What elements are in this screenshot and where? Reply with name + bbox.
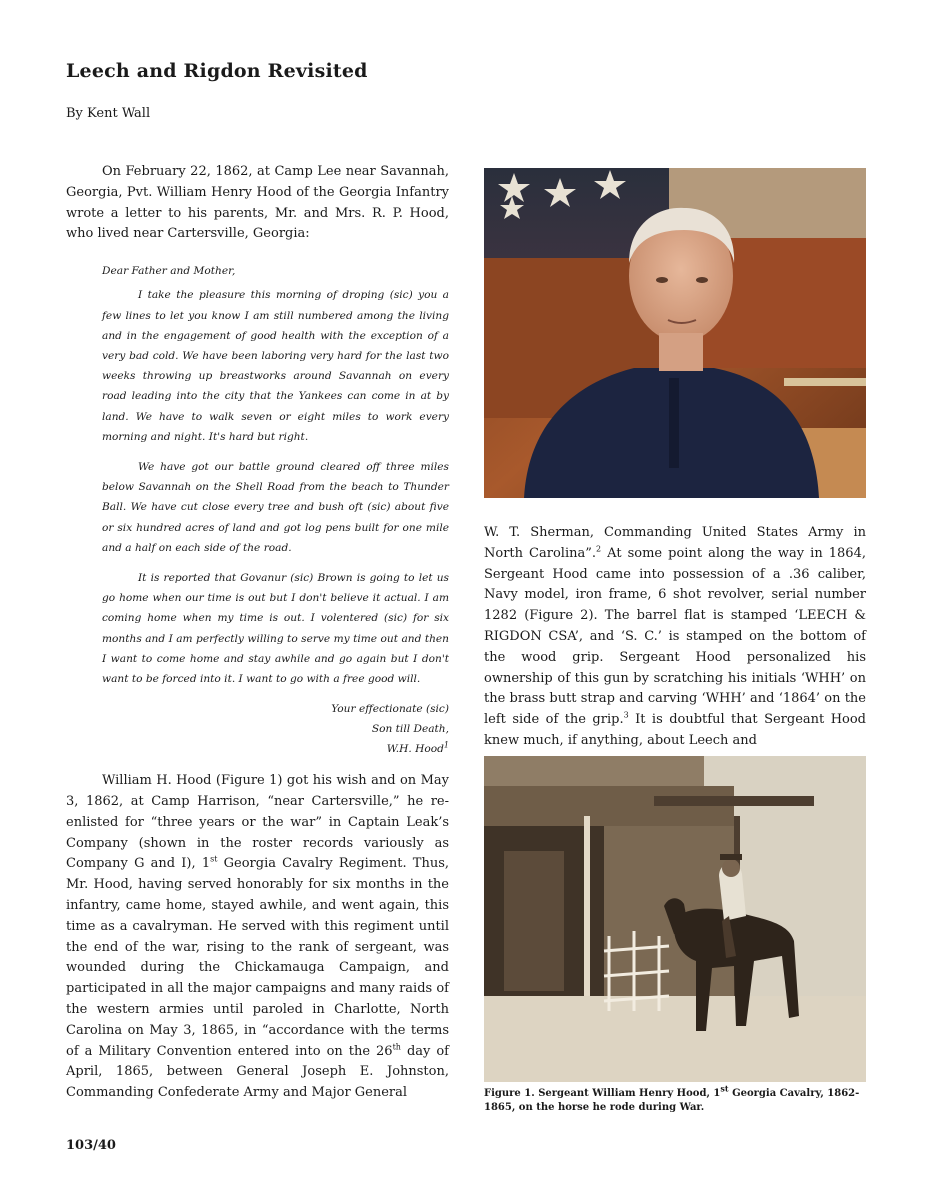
body-text: It is doubtful that Sergeant Hood knew much, if anything, about Leech and [484,712,867,748]
letter-paragraph: We have got our battle ground cleared off three miles below Savannah on the Shell Road from the beach to Thunder Ball. We have cut close every tree and bush oft (sic) about five or six hundred acres of land and got log pens built for one mile and a half on each side of the road. [102,461,449,554]
letter-salutation: Dear Father and Mother, [102,265,236,278]
signoff-line: Your effectionate (sic) [331,703,449,716]
intro-paragraph: On February 22, 1862, at Camp Lee near Savannah, Georgia, Pvt. William Henry Hood of the Georgia Infantry wrote a letter to his parents, Mr. and Mrs. R. P. Hood, who lived near Cartersville, Georgia: [66,164,449,242]
signoff-line [102,739,449,759]
body-paragraph [484,523,866,752]
signoff-line: Son till Death, [371,723,449,736]
left-column [66,162,449,1104]
article-title: Leech and Rigdon Revisited [66,60,368,82]
sepia-image [484,756,866,1082]
historical-horse-photo [484,756,866,1082]
footnote-marker: 2 [596,544,602,554]
body-text: W. T. Sherman, Commanding United States Army in North Carolina”. [484,525,866,561]
footnote-marker: 3 [623,710,629,720]
right-column [484,523,866,752]
body-text: William H. Hood (Figure 1) got his wish and on May 3, 1862, at Camp Harrison, “near Cartersville,” he re-enlisted for “three years or the war” in Captain Leak’s Company (shown in the roster records variously as Company G and I), 1 [66,773,449,872]
author-portrait-photo [484,168,866,498]
body-paragraph [66,771,449,1104]
ordinal-superscript: th [392,1042,401,1052]
letter-signoff [102,699,449,759]
letter-paragraph: I take the pleasure this morning of droping (sic) you a few lines to let you know I am still numbered among the living and in the engagement of good health with the exception of a very bad cold. We have been laboring very hard for the last two weeks throwing up breastworks around Savannah on every road leading into the city that the Yankees can come in at by land. We have to walk seven or eight miles to work every morning and night. It's hard but right. [102,289,449,443]
ordinal-superscript: st [210,855,218,865]
byline: By Kent Wall [66,106,151,121]
caption-text: Figure 1. Sergeant William Henry Hood, 1 [484,1088,721,1099]
body-text: day of April, 1865, between General Joseph E. Johnston, Commanding Confederate Army and Major General [66,1043,449,1101]
ordinal-superscript: st [720,1083,729,1094]
quoted-letter [102,261,449,759]
page-number: 103/40 [66,1138,116,1153]
caption-text: Georgia Cavalry, 1862-1865, on the horse he rode during War. [484,1088,860,1113]
portrait-image [484,168,866,498]
letter-paragraph: It is reported that Govanur (sic) Brown is going to let us go home when our time is out but I don't believe it actual. I am coming home when my time is out. I volentered (sic) for six months and I am perfectly willing to serve my time out and then I want to come home and stay awhile and go again but I don't want to be forced into it. I want to go with a free good will. [102,572,449,686]
footnote-marker: 1 [443,740,449,750]
signoff-signature: W.H. Hood [386,743,444,756]
body-text: Georgia Cavalry Regiment. Thus, Mr. Hood, having served honorably for six months in the infantry, came home, stayed awhile, and went again, this time as a cavalryman. He served with this regiment until the end of the war, rising to the rank of sergeant, was wounded during the Chickamauga Campaign, and participated in all the major campaigns and many raids of the western armies until paroled in Charlotte, North Carolina on May 3, 1865, in “accordance with the terms of a Military Convention entered into on the 26 [66,856,449,1059]
figure-caption [484,1083,866,1114]
body-text: At some point along the way in 1864, Sergeant Hood came into possession of a .36 caliber, Navy model, iron frame, 6 shot revolver, serial number 1282 (Figure 2). The barrel flat is stamped ‘LEECH & RIGDON CSA’, and ‘S. C.’ is stamped on the bottom of the wood grip. Sergeant Hood personalized his ownership of this gun by scratching his initials ‘WHH’ on the brass butt strap and carving ‘WHH’ and ‘1864’ on the left side of the grip. [484,545,866,728]
